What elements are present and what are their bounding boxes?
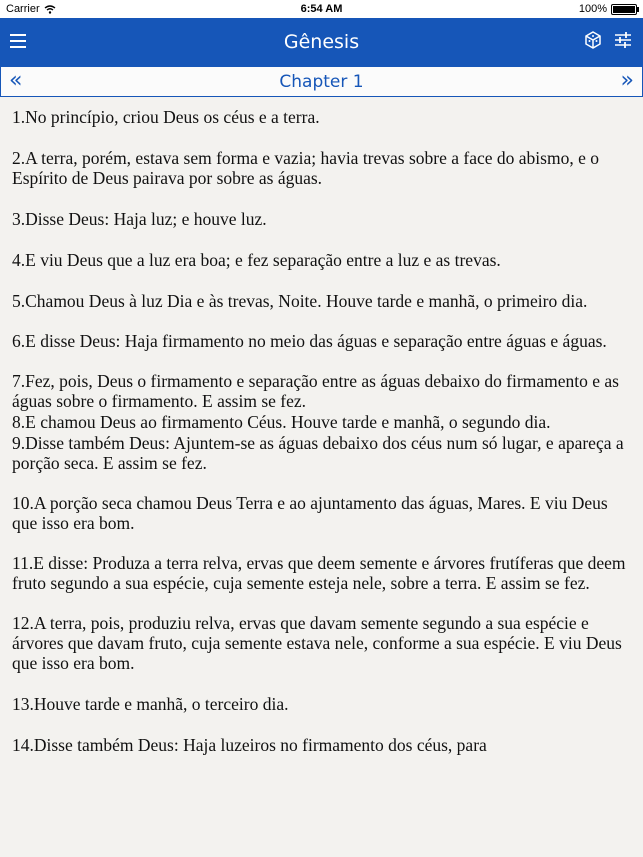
previous-chapter-button[interactable]: « (9, 68, 23, 93)
status-bar (0, 0, 643, 18)
verse-list[interactable] (0, 98, 643, 857)
nav-bar (0, 18, 643, 67)
battery-percent: 100% (578, 3, 607, 15)
verse-10: 10.A porção seca chamou Deus Terra e ao ajuntamento das águas, Mares. E viu Deus que isso era bom. (12, 493, 608, 533)
chapter-label[interactable]: Chapter 1 (279, 72, 364, 92)
dice-icon[interactable] (583, 30, 603, 50)
status-time: 6:54 AM (300, 3, 343, 15)
carrier-label: Carrier (6, 3, 40, 15)
verse-8: 8.E chamou Deus ao firmamento Céus. Houve tarde e manhã, o segundo dia. (12, 412, 551, 432)
next-chapter-button[interactable]: » (620, 68, 634, 93)
verse-9: 9.Disse também Deus: Ajuntem-se as águas debaixo dos céus num só lugar, e apareça a porção seca. E assim se fez. (12, 433, 624, 473)
verse-1: 1.No princípio, criou Deus os céus e a terra. (12, 107, 320, 127)
verse-3: 3.Disse Deus: Haja luz; e houve luz. (12, 209, 267, 229)
nav-actions (583, 30, 633, 50)
chapter-navigation (0, 67, 643, 97)
verse-12: 12.A terra, pois, produziu relva, ervas que davam semente segundo a sua espécie e árvores que davam fruto, cuja semente estava nele, conforme a sua espécie. E viu Deus que isso era bom. (12, 613, 622, 673)
verse-2: 2.A terra, porém, estava sem forma e vazia; havia trevas sobre a face do abismo, e o Espírito de Deus pairava por sobre as águas. (12, 148, 599, 188)
verse-7: 7.Fez, pois, Deus o firmamento e separação entre as águas debaixo do firmamento e as águas sobre o firmamento. E assim se fez. (12, 371, 619, 411)
page-title: Gênesis (283, 31, 360, 53)
battery-fill (613, 6, 635, 13)
verse-13: 13.Houve tarde e manhã, o terceiro dia. (12, 694, 289, 714)
settings-sliders-icon[interactable] (613, 30, 633, 50)
status-right (579, 3, 637, 15)
verse-5: 5.Chamou Deus à luz Dia e às trevas, Noite. Houve tarde e manhã, o primeiro dia. (12, 291, 588, 311)
verse-4: 4.E viu Deus que a luz era boa; e fez separação entre a luz e as trevas. (12, 250, 501, 270)
verse-11: 11.E disse: Produza a terra relva, ervas que deem semente e árvores frutíferas que deem fruto segundo a sua espécie, cuja semente esteja nele, sobre a terra. E assim se fez. (12, 553, 626, 593)
battery-icon (611, 4, 637, 15)
verse-14: 14.Disse também Deus: Haja luzeiros no firmamento dos céus, para (12, 735, 487, 755)
verse-6: 6.E disse Deus: Haja firmamento no meio das águas e separação entre águas e águas. (12, 331, 607, 351)
